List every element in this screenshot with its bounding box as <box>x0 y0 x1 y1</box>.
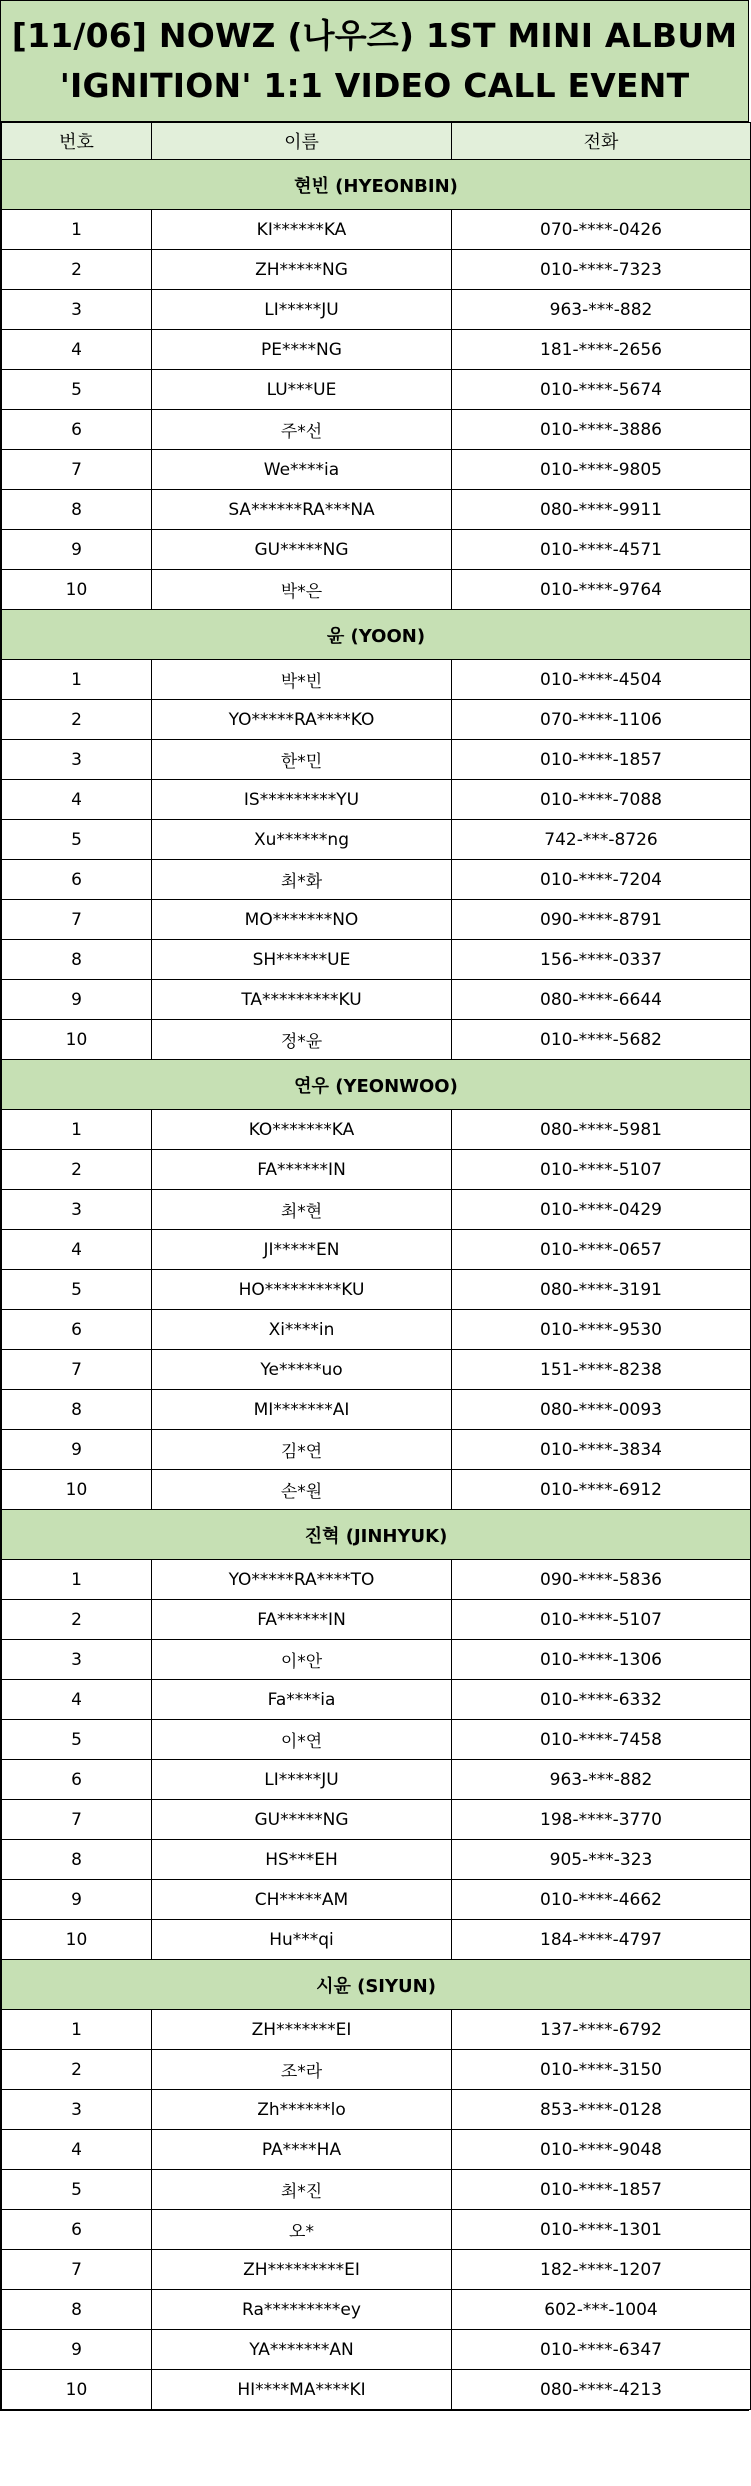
row-name: GU*****NG <box>152 530 452 570</box>
table-row <box>2 660 751 700</box>
row-phone: 080-****-0093 <box>452 1390 751 1430</box>
event-title-line-1: [11/06] NOWZ (나우즈) 1ST MINI ALBUM <box>11 16 738 55</box>
row-number: 5 <box>2 2170 152 2210</box>
row-phone: 010-****-4504 <box>452 660 751 700</box>
row-name: KI******KA <box>152 210 452 250</box>
member-section-row <box>2 610 751 660</box>
table-row <box>2 1920 751 1960</box>
member-section-row <box>2 160 751 210</box>
row-name: YA*******AN <box>152 2330 452 2370</box>
row-phone: 090-****-5836 <box>452 1560 751 1600</box>
row-number: 5 <box>2 820 152 860</box>
row-phone: 010-****-5107 <box>452 1600 751 1640</box>
row-number: 3 <box>2 1640 152 1680</box>
table-row <box>2 1150 751 1190</box>
table-row <box>2 980 751 1020</box>
row-name: 조*라 <box>152 2050 452 2090</box>
row-name: MO*******NO <box>152 900 452 940</box>
row-number: 3 <box>2 740 152 780</box>
row-name: CH*****AM <box>152 1880 452 1920</box>
table-row <box>2 1470 751 1510</box>
table-row <box>2 2370 751 2410</box>
table-row <box>2 2130 751 2170</box>
table-row <box>2 900 751 940</box>
table-body <box>2 160 751 2410</box>
row-phone: 010-****-6912 <box>452 1470 751 1510</box>
row-name: YO*****RA****TO <box>152 1560 452 1600</box>
row-phone: 010-****-6347 <box>452 2330 751 2370</box>
table-row <box>2 490 751 530</box>
row-name: 최*진 <box>152 2170 452 2210</box>
member-section-title: 현빈 (HYEONBIN) <box>2 160 751 210</box>
table-row <box>2 450 751 490</box>
row-number: 8 <box>2 490 152 530</box>
row-number: 4 <box>2 780 152 820</box>
row-name: IS*********YU <box>152 780 452 820</box>
row-name: HO*********KU <box>152 1270 452 1310</box>
table-header-row <box>2 123 751 160</box>
table-row <box>2 2050 751 2090</box>
table-row <box>2 2330 751 2370</box>
row-number: 3 <box>2 290 152 330</box>
table-row <box>2 940 751 980</box>
member-section-title: 시윤 (SIYUN) <box>2 1960 751 2010</box>
row-phone: 010-****-4571 <box>452 530 751 570</box>
row-phone: 010-****-6332 <box>452 1680 751 1720</box>
row-name: Xi****in <box>152 1310 452 1350</box>
row-name: PA****HA <box>152 2130 452 2170</box>
row-number: 6 <box>2 860 152 900</box>
table-row <box>2 2210 751 2250</box>
member-section-row <box>2 1510 751 1560</box>
table-row <box>2 1600 751 1640</box>
row-phone: 963-***-882 <box>452 1760 751 1800</box>
table-row <box>2 2010 751 2050</box>
row-name: HS***EH <box>152 1840 452 1880</box>
row-number: 4 <box>2 1680 152 1720</box>
row-phone: 182-****-1207 <box>452 2250 751 2290</box>
row-phone: 010-****-7088 <box>452 780 751 820</box>
member-section-title: 연우 (YEONWOO) <box>2 1060 751 1110</box>
table-row <box>2 250 751 290</box>
row-number: 1 <box>2 2010 152 2050</box>
row-number: 8 <box>2 1390 152 1430</box>
table-row <box>2 370 751 410</box>
row-phone: 010-****-9805 <box>452 450 751 490</box>
table-row <box>2 820 751 860</box>
row-number: 4 <box>2 330 152 370</box>
member-section-title: 윤 (YOON) <box>2 610 751 660</box>
row-phone: 010-****-1857 <box>452 740 751 780</box>
table-row <box>2 2250 751 2290</box>
table-row <box>2 1560 751 1600</box>
row-phone: 010-****-9530 <box>452 1310 751 1350</box>
row-number: 8 <box>2 940 152 980</box>
header-name: 이름 <box>152 123 452 160</box>
row-phone: 010-****-1306 <box>452 1640 751 1680</box>
row-number: 5 <box>2 1270 152 1310</box>
row-number: 3 <box>2 2090 152 2130</box>
event-title-line-2: 'IGNITION' 1:1 VIDEO CALL EVENT <box>59 66 690 105</box>
table-row <box>2 2170 751 2210</box>
row-name: JI*****EN <box>152 1230 452 1270</box>
table-row <box>2 1760 751 1800</box>
table-row <box>2 1270 751 1310</box>
table-row <box>2 1430 751 1470</box>
row-number: 10 <box>2 2370 152 2410</box>
row-name: Ye*****uo <box>152 1350 452 1390</box>
row-name: 손*원 <box>152 1470 452 1510</box>
row-number: 2 <box>2 250 152 290</box>
row-number: 6 <box>2 1310 152 1350</box>
row-name: 김*연 <box>152 1430 452 1470</box>
table-row <box>2 570 751 610</box>
row-phone: 010-****-1857 <box>452 2170 751 2210</box>
row-name: YO*****RA****KO <box>152 700 452 740</box>
row-name: We****ia <box>152 450 452 490</box>
table-row <box>2 1350 751 1390</box>
event-title <box>1 1 748 122</box>
row-phone: 070-****-1106 <box>452 700 751 740</box>
row-name: PE****NG <box>152 330 452 370</box>
table-row <box>2 1190 751 1230</box>
row-number: 6 <box>2 2210 152 2250</box>
row-phone: 010-****-3150 <box>452 2050 751 2090</box>
row-number: 9 <box>2 980 152 1020</box>
row-phone: 010-****-7204 <box>452 860 751 900</box>
row-number: 2 <box>2 1150 152 1190</box>
row-phone: 010-****-0657 <box>452 1230 751 1270</box>
table-row <box>2 1720 751 1760</box>
row-phone: 184-****-4797 <box>452 1920 751 1960</box>
row-name: Zh******lo <box>152 2090 452 2130</box>
row-number: 7 <box>2 1350 152 1390</box>
table-row <box>2 1390 751 1430</box>
row-number: 6 <box>2 1760 152 1800</box>
row-phone: 010-****-0429 <box>452 1190 751 1230</box>
row-number: 6 <box>2 410 152 450</box>
header-phone: 전화 <box>452 123 751 160</box>
row-phone: 090-****-8791 <box>452 900 751 940</box>
row-name: HI****MA****KI <box>152 2370 452 2410</box>
table-row <box>2 1840 751 1880</box>
row-number: 10 <box>2 1020 152 1060</box>
row-name: LI*****JU <box>152 1760 452 1800</box>
row-phone: 963-***-882 <box>452 290 751 330</box>
row-name: FA******IN <box>152 1600 452 1640</box>
row-number: 7 <box>2 900 152 940</box>
winner-table <box>1 122 751 2410</box>
row-phone: 198-****-3770 <box>452 1800 751 1840</box>
row-phone: 080-****-3191 <box>452 1270 751 1310</box>
row-number: 1 <box>2 1110 152 1150</box>
row-number: 8 <box>2 2290 152 2330</box>
row-number: 7 <box>2 1800 152 1840</box>
row-phone: 905-***-323 <box>452 1840 751 1880</box>
table-row <box>2 1020 751 1060</box>
row-phone: 010-****-5674 <box>452 370 751 410</box>
row-phone: 010-****-7323 <box>452 250 751 290</box>
row-number: 5 <box>2 1720 152 1760</box>
row-phone: 080-****-5981 <box>452 1110 751 1150</box>
row-name: 박*빈 <box>152 660 452 700</box>
table-row <box>2 410 751 450</box>
row-phone: 151-****-8238 <box>452 1350 751 1390</box>
row-name: ZH*******EI <box>152 2010 452 2050</box>
row-phone: 010-****-1301 <box>452 2210 751 2250</box>
row-number: 9 <box>2 1430 152 1470</box>
row-name: Xu******ng <box>152 820 452 860</box>
row-phone: 010-****-4662 <box>452 1880 751 1920</box>
row-name: LI*****JU <box>152 290 452 330</box>
row-phone: 010-****-9048 <box>452 2130 751 2170</box>
row-name: GU*****NG <box>152 1800 452 1840</box>
row-number: 1 <box>2 660 152 700</box>
row-name: ZH*****NG <box>152 250 452 290</box>
row-number: 9 <box>2 530 152 570</box>
row-number: 5 <box>2 370 152 410</box>
row-name: SH******UE <box>152 940 452 980</box>
row-number: 9 <box>2 1880 152 1920</box>
row-phone: 010-****-9764 <box>452 570 751 610</box>
row-phone: 080-****-4213 <box>452 2370 751 2410</box>
table-row <box>2 330 751 370</box>
member-section-row <box>2 1960 751 2010</box>
row-name: 최*현 <box>152 1190 452 1230</box>
row-name: KO*******KA <box>152 1110 452 1150</box>
row-number: 9 <box>2 2330 152 2370</box>
row-number: 3 <box>2 1190 152 1230</box>
row-number: 7 <box>2 450 152 490</box>
row-phone: 080-****-6644 <box>452 980 751 1020</box>
row-name: 오* <box>152 2210 452 2250</box>
table-row <box>2 700 751 740</box>
table-row <box>2 860 751 900</box>
table-row <box>2 1880 751 1920</box>
table-row <box>2 2090 751 2130</box>
row-number: 2 <box>2 700 152 740</box>
row-number: 8 <box>2 1840 152 1880</box>
row-number: 7 <box>2 2250 152 2290</box>
row-name: SA******RA***NA <box>152 490 452 530</box>
row-name: 한*민 <box>152 740 452 780</box>
table-row <box>2 1800 751 1840</box>
row-phone: 010-****-3886 <box>452 410 751 450</box>
table-row <box>2 1640 751 1680</box>
table-row <box>2 740 751 780</box>
row-phone: 010-****-3834 <box>452 1430 751 1470</box>
row-phone: 602-***-1004 <box>452 2290 751 2330</box>
row-number: 1 <box>2 1560 152 1600</box>
table-row <box>2 1110 751 1150</box>
row-number: 1 <box>2 210 152 250</box>
table-row <box>2 210 751 250</box>
row-name: MI*******AI <box>152 1390 452 1430</box>
row-name: Fa****ia <box>152 1680 452 1720</box>
table-row <box>2 530 751 570</box>
row-name: Hu***qi <box>152 1920 452 1960</box>
row-name: TA*********KU <box>152 980 452 1020</box>
row-number: 2 <box>2 2050 152 2090</box>
table-row <box>2 780 751 820</box>
row-number: 10 <box>2 1920 152 1960</box>
row-phone: 853-****-0128 <box>452 2090 751 2130</box>
row-name: 최*화 <box>152 860 452 900</box>
header-number: 번호 <box>2 123 152 160</box>
table-row <box>2 1310 751 1350</box>
row-phone: 742-***-8726 <box>452 820 751 860</box>
member-section-row <box>2 1060 751 1110</box>
row-name: 주*선 <box>152 410 452 450</box>
row-number: 10 <box>2 1470 152 1510</box>
row-phone: 010-****-7458 <box>452 1720 751 1760</box>
row-phone: 181-****-2656 <box>452 330 751 370</box>
row-name: 정*윤 <box>152 1020 452 1060</box>
row-number: 4 <box>2 2130 152 2170</box>
table-row <box>2 2290 751 2330</box>
row-name: 박*은 <box>152 570 452 610</box>
row-phone: 137-****-6792 <box>452 2010 751 2050</box>
table-row <box>2 290 751 330</box>
row-name: 이*안 <box>152 1640 452 1680</box>
row-phone: 070-****-0426 <box>452 210 751 250</box>
row-name: FA******IN <box>152 1150 452 1190</box>
table-row <box>2 1680 751 1720</box>
row-number: 4 <box>2 1230 152 1270</box>
row-name: Ra*********ey <box>152 2290 452 2330</box>
table-row <box>2 1230 751 1270</box>
row-phone: 010-****-5107 <box>452 1150 751 1190</box>
row-phone: 010-****-5682 <box>452 1020 751 1060</box>
row-number: 2 <box>2 1600 152 1640</box>
row-name: 이*연 <box>152 1720 452 1760</box>
row-name: LU***UE <box>152 370 452 410</box>
row-phone: 080-****-9911 <box>452 490 751 530</box>
row-phone: 156-****-0337 <box>452 940 751 980</box>
member-section-title: 진혁 (JINHYUK) <box>2 1510 751 1560</box>
row-number: 10 <box>2 570 152 610</box>
row-name: ZH*********EI <box>152 2250 452 2290</box>
